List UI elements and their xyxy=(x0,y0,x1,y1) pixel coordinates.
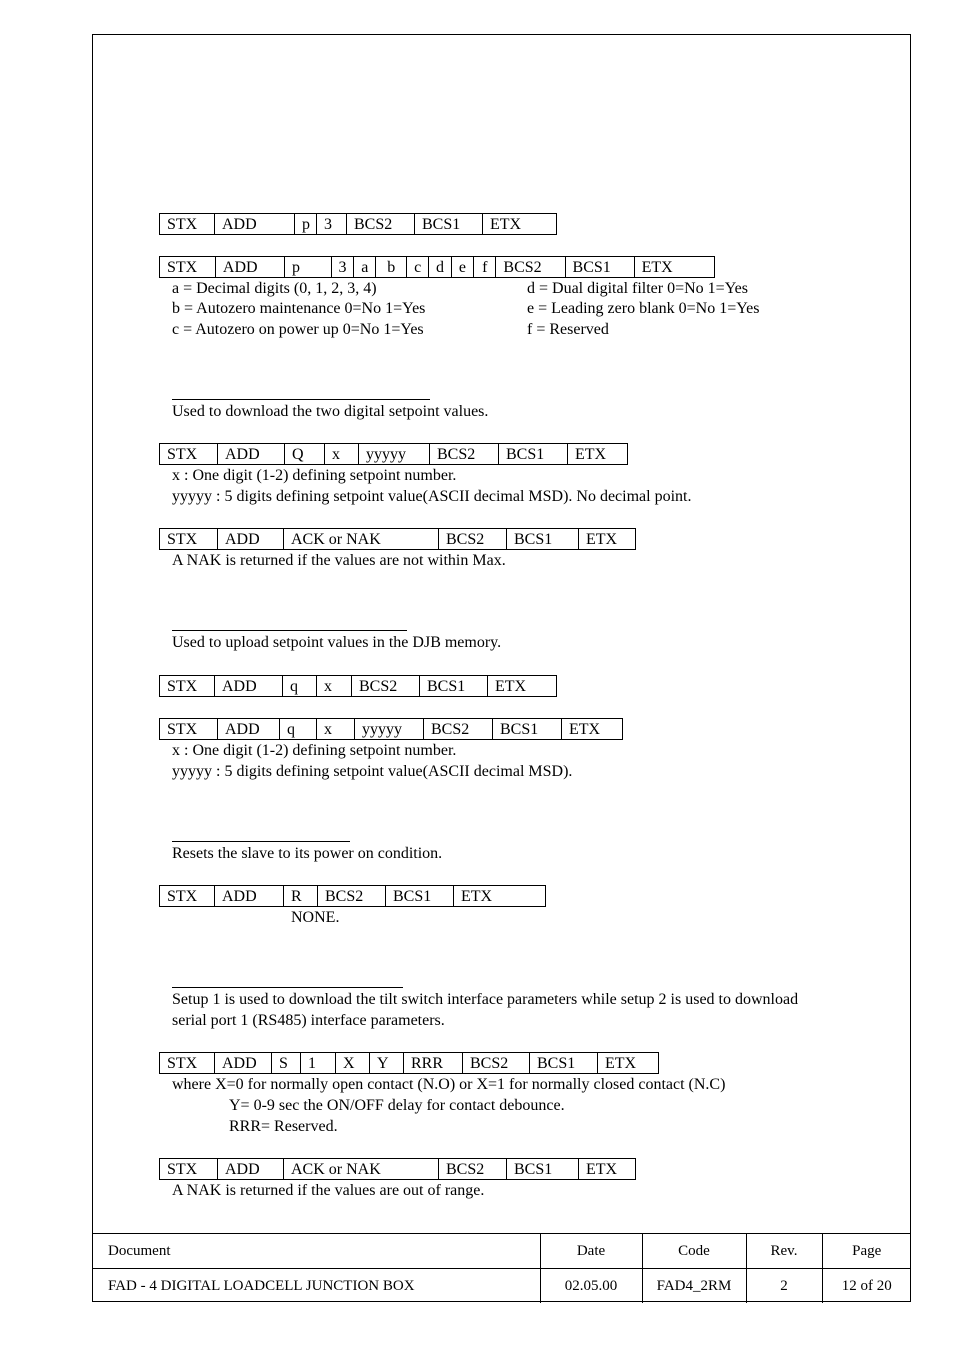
section-description: Used to upload setpoint values in the DJB memory. xyxy=(172,634,502,651)
nak-note: A NAK is returned if the values are not within Max. xyxy=(172,552,506,569)
frame-cell: X xyxy=(336,1053,370,1074)
frame-cell: ADD xyxy=(215,214,295,235)
frame-p3-response xyxy=(159,256,715,278)
frame-cell: ETX xyxy=(579,529,636,550)
section-description: serial port 1 (RS485) interface parameters. xyxy=(172,1012,445,1029)
param-b: b = Autozero maintenance 0=No 1=Yes xyxy=(172,300,426,317)
param-a: a = Decimal digits (0, 1, 2, 3, 4) xyxy=(172,280,377,297)
frame-cell: BCS2 xyxy=(424,719,493,740)
footer-header-document: Document xyxy=(92,1234,540,1269)
frame-cell: STX xyxy=(160,444,218,465)
response-note: NONE. xyxy=(291,909,340,926)
frame-cell: BCS1 xyxy=(420,676,488,697)
frame-r-command xyxy=(159,885,546,907)
frame-cell: R xyxy=(284,886,318,907)
frame-cell: BCS1 xyxy=(565,257,634,278)
frame-cell: S xyxy=(272,1053,301,1074)
section-heading-rule xyxy=(172,399,430,400)
section-description: Resets the slave to its power on condition. xyxy=(172,845,443,862)
frame-cell: STX xyxy=(160,1053,215,1074)
frame-cell: BCS1 xyxy=(415,214,483,235)
footer-header-rev: Rev. xyxy=(746,1234,822,1269)
frame-cell: STX xyxy=(160,1159,218,1180)
frame-cell: STX xyxy=(160,214,215,235)
footer-page-number: 12 of 20 xyxy=(822,1269,911,1304)
nak-note: A NAK is returned if the values are out of range. xyxy=(172,1182,485,1199)
frame-cell: BCS1 xyxy=(507,529,579,550)
frame-cell: yyyyy xyxy=(359,444,430,465)
frame-cell: ETX xyxy=(598,1053,659,1074)
frame-cell: BCS2 xyxy=(318,886,386,907)
frame-p3-command xyxy=(159,213,557,235)
frame-cell: STX xyxy=(160,676,215,697)
frame-cell: x xyxy=(317,719,355,740)
frame-cell: ETX xyxy=(568,444,628,465)
frame-cell: Y xyxy=(370,1053,404,1074)
frame-cell: ADD xyxy=(215,886,284,907)
frame-cell: STX xyxy=(160,719,218,740)
frame-cell: x xyxy=(317,676,352,697)
frame-cell: d xyxy=(429,257,451,278)
frame-cell: ADD xyxy=(215,1053,272,1074)
footer-code: FAD4_2RM xyxy=(642,1269,746,1304)
frame-cell: ADD xyxy=(218,719,280,740)
frame-cell: BCS2 xyxy=(430,444,499,465)
footer-header-code: Code xyxy=(642,1234,746,1269)
frame-cell: ACK or NAK xyxy=(284,529,439,550)
frame-cell: ETX xyxy=(483,214,557,235)
frame-cell: e xyxy=(451,257,473,278)
frame-cell: ADD xyxy=(218,529,284,550)
frame-cell: RRR xyxy=(404,1053,463,1074)
frame-cell: BCS2 xyxy=(347,214,415,235)
frame-cell: BCS1 xyxy=(530,1053,598,1074)
frame-cell: BCS1 xyxy=(493,719,562,740)
frame-cell: BCS2 xyxy=(352,676,420,697)
frame-cell: yyyyy xyxy=(355,719,424,740)
frame-cell: 3 xyxy=(331,257,353,278)
frame-cell: Q xyxy=(285,444,325,465)
frame-cell: f xyxy=(474,257,496,278)
footer-header-date: Date xyxy=(540,1234,642,1269)
frame-cell: p xyxy=(285,257,332,278)
note-y: yyyyy : 5 digits defining setpoint value(ASCII decimal MSD). No decimal point. xyxy=(172,488,692,505)
footer-rev: 2 xyxy=(746,1269,822,1304)
frame-q-command xyxy=(159,443,628,465)
frame-q-response xyxy=(159,528,636,550)
section-description: Setup 1 is used to download the tilt switch interface parameters while setup 2 is used to download xyxy=(172,991,799,1008)
frame-s-command xyxy=(159,1052,659,1074)
section-description: Used to download the two digital setpoint values. xyxy=(172,403,489,420)
frame-q-lower-command xyxy=(159,675,557,697)
frame-cell: ETX xyxy=(454,886,546,907)
frame-cell: q xyxy=(280,719,317,740)
where-note: Y= 0-9 sec the ON/OFF delay for contact debounce. xyxy=(229,1097,565,1114)
frame-cell: p xyxy=(295,214,317,235)
frame-cell: c xyxy=(406,257,428,278)
document-footer xyxy=(92,1233,911,1303)
frame-cell: x xyxy=(325,444,359,465)
frame-cell: ADD xyxy=(215,676,283,697)
frame-cell: BCS2 xyxy=(496,257,565,278)
frame-cell: 3 xyxy=(317,214,347,235)
param-c: c = Autozero on power up 0=No 1=Yes xyxy=(172,321,424,338)
frame-cell: STX xyxy=(160,886,215,907)
frame-cell: ETX xyxy=(488,676,557,697)
frame-cell: 1 xyxy=(301,1053,336,1074)
frame-q-lower-response xyxy=(159,718,623,740)
footer-date: 02.05.00 xyxy=(540,1269,642,1304)
frame-cell: a xyxy=(354,257,376,278)
footer-header-page: Page xyxy=(822,1234,911,1269)
section-heading-rule xyxy=(172,630,407,631)
frame-cell: STX xyxy=(160,257,216,278)
frame-cell: q xyxy=(283,676,317,697)
note-x: x : One digit (1-2) defining setpoint number. xyxy=(172,742,457,759)
frame-cell: ADD xyxy=(215,257,284,278)
frame-cell: ETX xyxy=(634,257,714,278)
frame-cell: STX xyxy=(160,529,218,550)
frame-cell: BCS1 xyxy=(499,444,568,465)
param-e: e = Leading zero blank 0=No 1=Yes xyxy=(527,300,760,317)
frame-cell: ETX xyxy=(579,1159,636,1180)
section-heading-rule xyxy=(172,987,403,988)
where-note: RRR= Reserved. xyxy=(229,1118,338,1135)
frame-cell: BCS2 xyxy=(463,1053,530,1074)
frame-cell: BCS2 xyxy=(439,1159,507,1180)
frame-cell: BCS1 xyxy=(386,886,454,907)
note-x: x : One digit (1-2) defining setpoint number. xyxy=(172,467,457,484)
frame-cell: BCS1 xyxy=(507,1159,579,1180)
frame-cell: ACK or NAK xyxy=(284,1159,439,1180)
frame-cell: ADD xyxy=(218,444,285,465)
section-heading-rule xyxy=(172,841,350,842)
frame-cell: BCS2 xyxy=(439,529,507,550)
frame-cell: ETX xyxy=(562,719,623,740)
param-f: f = Reserved xyxy=(527,321,609,338)
frame-s-response xyxy=(159,1158,636,1180)
footer-document-title: FAD - 4 DIGITAL LOADCELL JUNCTION BOX xyxy=(108,1277,415,1294)
frame-cell: b xyxy=(376,257,406,278)
where-note: where X=0 for normally open contact (N.O) or X=1 for normally closed contact (N.C) xyxy=(172,1076,726,1093)
param-d: d = Dual digital filter 0=No 1=Yes xyxy=(527,280,748,297)
frame-cell: ADD xyxy=(218,1159,284,1180)
note-y: yyyyy : 5 digits defining setpoint value(ASCII decimal MSD). xyxy=(172,763,573,780)
